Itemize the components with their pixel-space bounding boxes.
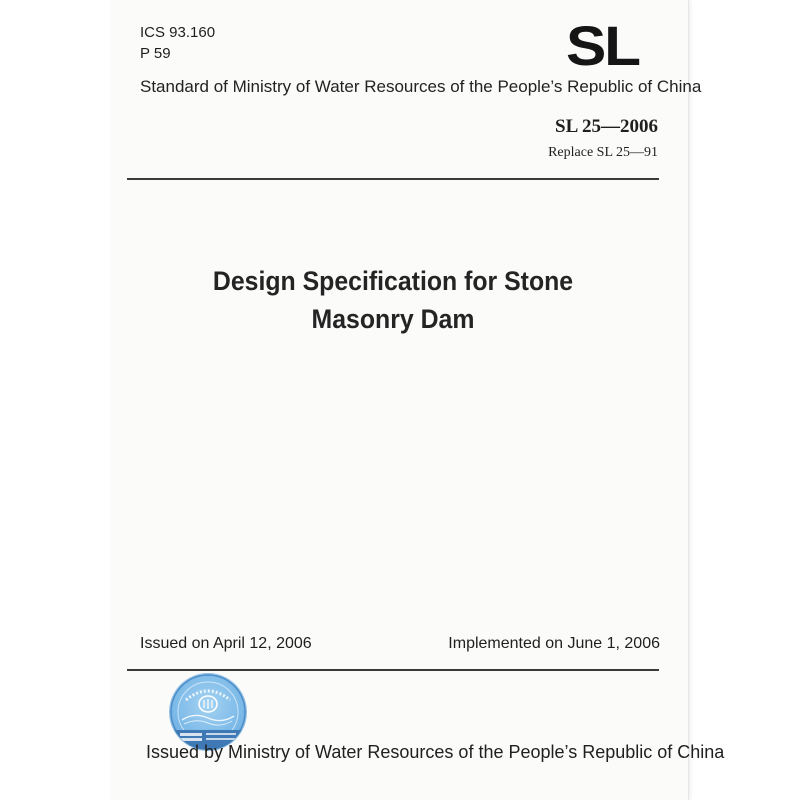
sl-brand-mark: SL xyxy=(566,14,639,77)
title-line-2: Masonry Dam xyxy=(311,304,475,334)
seal-graphic-icon xyxy=(170,674,246,750)
replaces-standard: Replace SL 25—91 xyxy=(548,145,658,160)
issued-by: Issued by Ministry of Water Resources of the People’s Republic of China xyxy=(146,742,725,762)
anti-counterfeit-seal-icon xyxy=(170,674,246,750)
title-line-1: Design Specification for Stone xyxy=(212,266,574,296)
bottom-divider xyxy=(127,669,659,671)
document-title xyxy=(127,262,659,338)
standard-number: SL 25—2006 xyxy=(555,116,658,137)
p-code: P 59 xyxy=(140,45,171,62)
issued-date: Issued on April 12, 2006 xyxy=(140,635,312,652)
ics-code: ICS 93.160 xyxy=(140,24,216,41)
implemented-date: Implemented on June 1, 2006 xyxy=(448,635,660,652)
top-divider xyxy=(127,178,659,180)
issuing-body-header: Standard of Ministry of Water Resources of the People’s Republic of China xyxy=(140,77,702,96)
classification-codes xyxy=(140,22,215,64)
